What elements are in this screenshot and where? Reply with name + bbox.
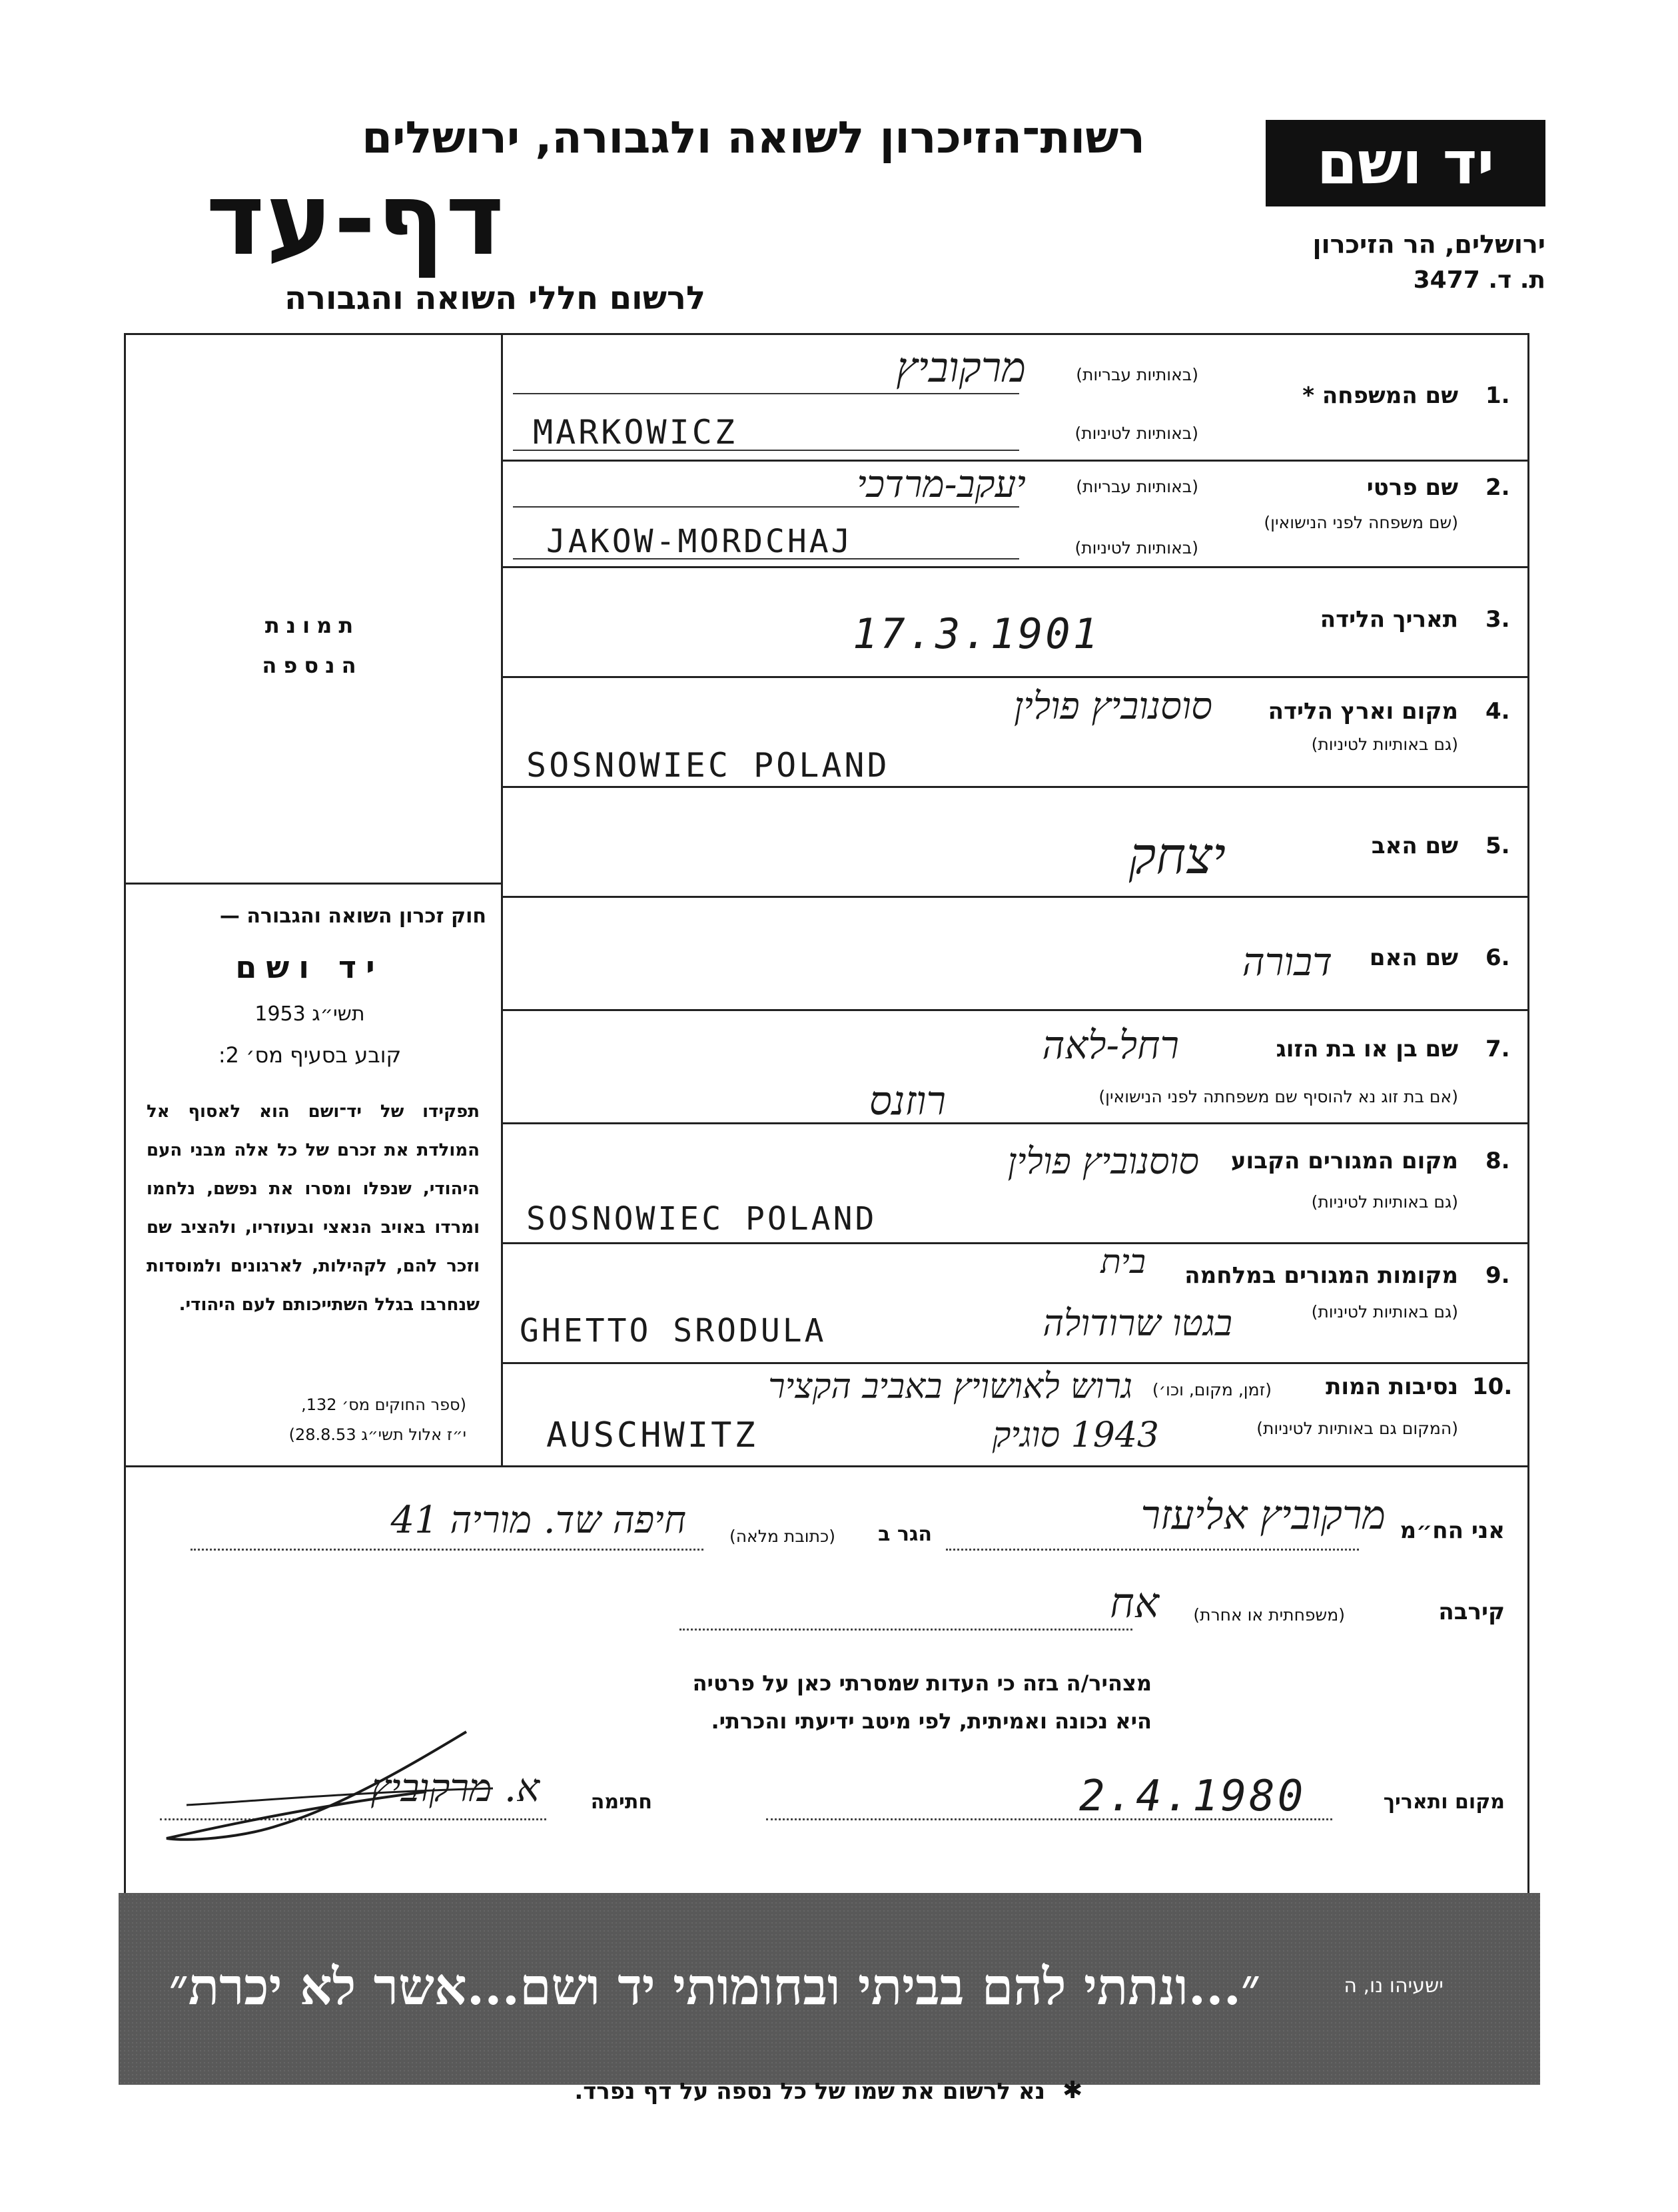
hebrew-letters-note: (באותיות עבריות) bbox=[1076, 365, 1198, 384]
declarant-name-value[interactable]: מרקוביץ אליעזר bbox=[1140, 1492, 1386, 1539]
field-number: 1. bbox=[1485, 382, 1510, 409]
law-text: תפקידו של יד־ושם הוא לאסוף אל המולדת את זכרם של כל אלה מבני העם היהודי, שנפלו ומסרו את נפשם, נלחמו ומרדו באויב הנאצי ובעוזריו, ולהציב שם וזכר להם, לקהילות, לארגונים ולמוסדות שנחרבו בגלל השתייכותם לעם היהודי. bbox=[147, 1102, 480, 1315]
field-label-permanent-residence: מקום המגורים הקבוע bbox=[1230, 1148, 1458, 1174]
field-label-wartime-residence: מקומות המגורים במלחמה bbox=[1184, 1262, 1458, 1289]
field-label-birth-date: תאריך הלידה bbox=[1320, 606, 1458, 633]
latin-too-note: (גם באותיות לטיניות) bbox=[1311, 1192, 1458, 1212]
address-text: ירושלים, הר הזיכרון bbox=[1312, 230, 1545, 259]
row-separator bbox=[501, 1009, 1529, 1011]
statement-line2: היא נכונה ואמיתית, לפי מיטב ידיעתי והכרתי. bbox=[711, 1708, 1152, 1734]
banner-citation: ישעיהו נו, ה bbox=[1344, 1974, 1444, 1998]
death-date-value[interactable]: 1943 סוגיק bbox=[992, 1415, 1159, 1455]
statement-line1: מצהיר/ה בזה כי העדות שמסרתי כאן על פרטיה bbox=[692, 1670, 1152, 1696]
row-separator bbox=[501, 1122, 1529, 1124]
row-separator bbox=[501, 1362, 1529, 1364]
input-line bbox=[946, 1549, 1359, 1551]
field-number: 2. bbox=[1485, 474, 1510, 501]
form-subtitle: לרשום חללי השואה והגבורה bbox=[284, 280, 705, 317]
footnote-text: נא לרשום את שמו של כל נספה על דף נפרד. bbox=[574, 2078, 1045, 2105]
maiden-name-note: (שם משפחה לפני הנישואין) bbox=[1264, 513, 1458, 532]
row-separator bbox=[501, 566, 1529, 568]
row-separator bbox=[501, 786, 1529, 788]
row-separator bbox=[501, 896, 1529, 898]
field-label-family-name: שם המשפחה * bbox=[1302, 382, 1458, 409]
declaration-top-line bbox=[124, 1465, 1529, 1467]
declarant-label: אני הח״מ bbox=[1400, 1517, 1505, 1544]
field-label-birth-place: מקום וארץ הלידה bbox=[1268, 698, 1458, 725]
logo-text: יד ושם bbox=[1316, 129, 1495, 197]
resides-label: הגר ב bbox=[878, 1523, 932, 1546]
family-name-hebrew-value[interactable]: מרקוביץ bbox=[896, 343, 1026, 392]
birth-place-hebrew-value[interactable]: סוסנוביץ פולין bbox=[1013, 685, 1212, 728]
photo-label-line1: תמונת bbox=[264, 613, 360, 638]
death-place-latin-value[interactable]: AUSCHWITZ bbox=[546, 1415, 758, 1455]
signature-value[interactable]: א. מרקוביץ bbox=[370, 1765, 540, 1810]
family-name-latin-value[interactable]: MARKOWICZ bbox=[533, 413, 737, 452]
row-separator bbox=[501, 460, 1529, 462]
field-label-mother-name: שם האם bbox=[1369, 944, 1458, 971]
field-label-father-name: שם האב bbox=[1371, 833, 1458, 859]
field-number: 8. bbox=[1485, 1148, 1510, 1174]
address-value[interactable]: חיפה שד. מוריה 41 bbox=[390, 1499, 686, 1542]
hebrew-letters-note: (באותיות עבריות) bbox=[1076, 477, 1198, 496]
place-date-label: מקום ותאריך bbox=[1383, 1790, 1505, 1814]
authority-title: רשות־הזיכרון לשואה ולגבורה, ירושלים bbox=[362, 112, 1145, 163]
spouse-note: (אם בת זוג נא להוסיף שם משפחתה לפני הנישואין) bbox=[1098, 1087, 1458, 1106]
signature-label: חתימה bbox=[590, 1790, 652, 1814]
address-note: (כתובת מלאה) bbox=[729, 1527, 835, 1546]
first-name-hebrew-value[interactable]: יעקב-מרדכי bbox=[857, 463, 1026, 506]
field-number: 6. bbox=[1485, 944, 1510, 971]
law-title: חוק זכרון השואה והגבורה — bbox=[219, 905, 486, 928]
asterisk-icon: ✱ bbox=[1062, 2077, 1083, 2104]
birth-date-value[interactable]: 17.3.1901 bbox=[853, 609, 1100, 658]
field-label-death-circumstances: נסיבות המות bbox=[1326, 1373, 1458, 1400]
latin-place-note: (המקום גם באותיות לטיניות) bbox=[1256, 1419, 1458, 1438]
photo-column-divider bbox=[501, 333, 503, 1465]
law-source-date: י״ז אלול תשי״ג 28.8.53) bbox=[288, 1425, 466, 1444]
latin-letters-note: (באותיות לטיניות) bbox=[1074, 538, 1198, 557]
spouse-name-value[interactable]: רחל-לאה bbox=[1042, 1022, 1179, 1068]
field-number: 9. bbox=[1485, 1262, 1510, 1289]
field-label-spouse-name: שם בן או בת הזוג bbox=[1276, 1036, 1458, 1062]
law-section: קובע בסעיף מס׳ 2: bbox=[218, 1042, 402, 1068]
form-title: דף-עד bbox=[206, 162, 506, 278]
residence-hebrew-value[interactable]: סוסנוביץ פולין bbox=[1007, 1140, 1199, 1182]
input-line bbox=[191, 1549, 703, 1551]
death-details-note: (זמן, מקום, וכו׳) bbox=[1152, 1380, 1272, 1399]
mother-name-value[interactable]: דבורה bbox=[1242, 939, 1332, 984]
photo-box-bottom bbox=[124, 883, 501, 885]
field-number: 7. bbox=[1485, 1036, 1510, 1062]
wartime-residence-extra-value[interactable]: בית bbox=[1100, 1242, 1146, 1281]
input-line bbox=[513, 393, 1019, 394]
banner-quote: ״...ונתתי להם בביתי ובחומותי יד ושם...אשר לא יכרת״ bbox=[169, 1957, 1260, 2016]
field-number: 3. bbox=[1485, 606, 1510, 633]
relation-label: קירבה bbox=[1438, 1599, 1505, 1625]
birth-place-latin-value[interactable]: SOSNOWIEC POLAND bbox=[526, 746, 890, 785]
po-box-text: ת. ד. 3477 bbox=[1413, 266, 1545, 294]
latin-letters-note: (באותיות לטיניות) bbox=[1074, 424, 1198, 443]
spouse-maiden-name-value[interactable]: רוזנס bbox=[869, 1078, 946, 1124]
wartime-residence-hebrew-value[interactable]: בגטו שרודולה bbox=[1043, 1302, 1232, 1344]
relation-value[interactable]: אח bbox=[1110, 1579, 1159, 1627]
first-name-latin-value[interactable]: JAKOW-MORDCHAJ bbox=[546, 523, 853, 560]
photo-label-line2: הנספה bbox=[262, 653, 363, 678]
row-separator bbox=[501, 676, 1529, 678]
law-name: יד ושם bbox=[235, 949, 384, 985]
father-name-value[interactable]: יצחק bbox=[1128, 826, 1226, 885]
relation-note: (משפחתית או אחרת) bbox=[1193, 1605, 1345, 1625]
signature-flourish bbox=[147, 1725, 546, 1858]
latin-too-note: (גם באותיות לטיניות) bbox=[1311, 735, 1458, 754]
death-circumstances-hebrew-value[interactable]: גרוש לאושויץ באביב הקציר bbox=[768, 1367, 1132, 1407]
law-source: (ספר החוקים מס׳ 132, bbox=[301, 1395, 466, 1414]
field-number: 10. bbox=[1472, 1373, 1513, 1400]
latin-too-note: (גם באותיות לטיניות) bbox=[1311, 1302, 1458, 1321]
field-number: 4. bbox=[1485, 698, 1510, 725]
input-line bbox=[679, 1629, 1132, 1631]
input-line bbox=[513, 506, 1019, 508]
residence-latin-value[interactable]: SOSNOWIEC POLAND bbox=[526, 1200, 877, 1238]
quote-banner bbox=[119, 1893, 1540, 2085]
law-year: תשי״ג 1953 bbox=[254, 1002, 365, 1026]
field-label-first-name: שם פרטי bbox=[1366, 474, 1458, 501]
field-number: 5. bbox=[1485, 833, 1510, 859]
wartime-residence-latin-value[interactable]: GHETTO SRODULA bbox=[520, 1312, 827, 1349]
place-date-value[interactable]: 2.4.1980 bbox=[1079, 1772, 1306, 1821]
row-separator bbox=[501, 1242, 1529, 1244]
yad-vashem-logo bbox=[1266, 120, 1545, 206]
